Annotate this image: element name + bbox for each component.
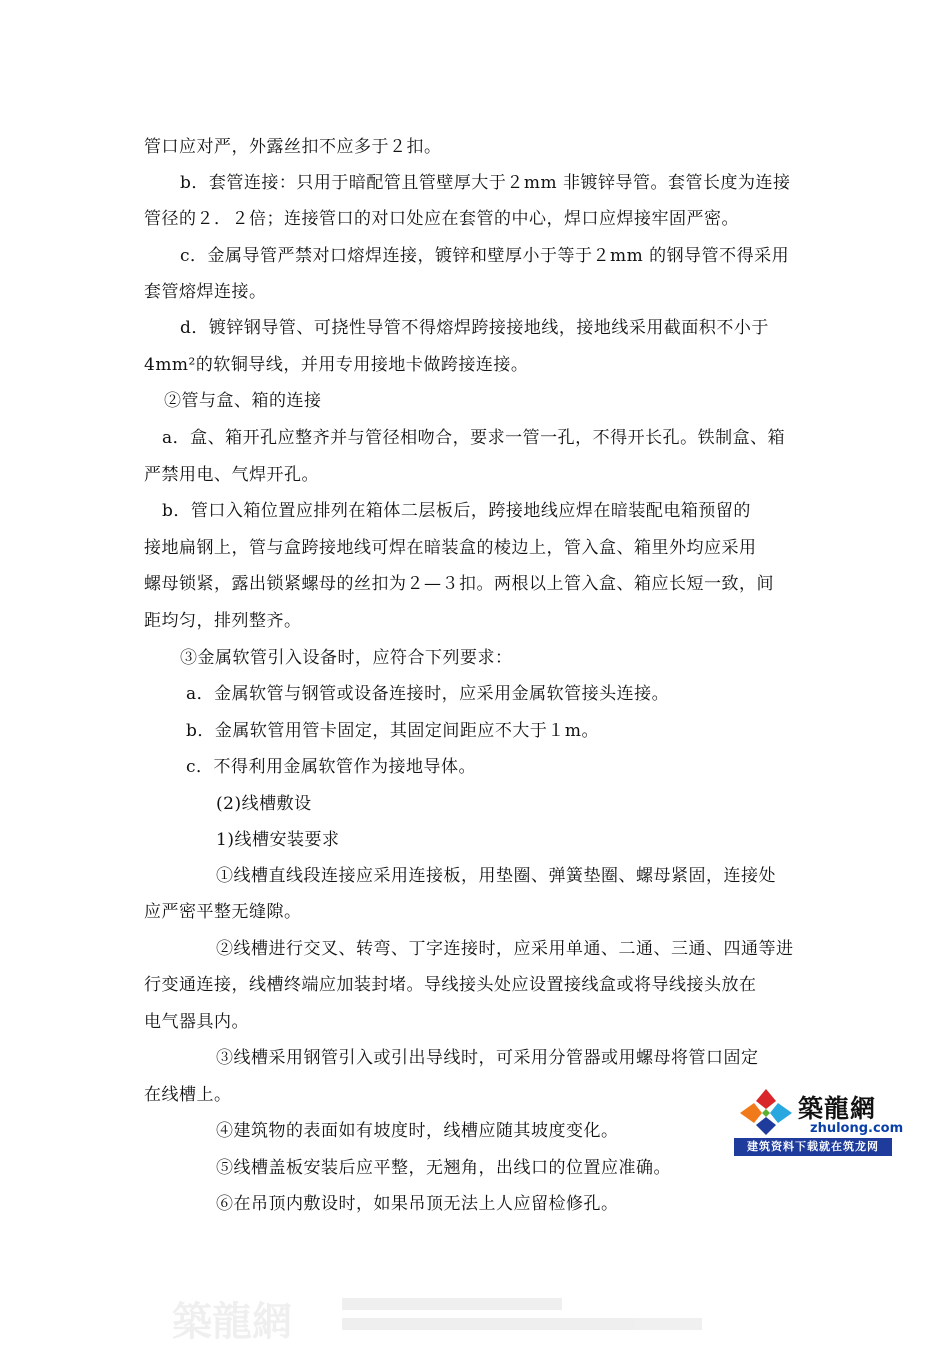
text-line: ④建筑物的表面如有坡度时，线槽应随其坡度变化。 (216, 1121, 619, 1141)
text-line: 管口应对严，外露丝扣不应多于２扣。 (144, 137, 442, 157)
text-line: ③线槽采用钢管引入或引出导线时，可采用分管器或用螺母将管口固定 (216, 1048, 759, 1068)
text-line: 电气器具内。 (144, 1012, 249, 1032)
text-line: a．盒、箱开孔应整齐并与管径相吻合，要求一管一孔，不得开长孔。铁制盒、箱 (162, 428, 786, 448)
text-line: 行变通连接，线槽终端应加装封堵。导线接头处应设置接线盒或将导线接头放在 (144, 975, 757, 995)
text-line: 4mm²的软铜导线，并用专用接地卡做跨接连接。 (144, 355, 529, 375)
text-line: 严禁用电、气焊开孔。 (144, 465, 319, 485)
text-line: d．镀锌钢导管、可挠性导管不得熔焊跨接接地线，接地线采用截面积不小于 (180, 318, 769, 338)
text-line: 螺母锁紧，露出锁紧螺母的丝扣为２—３扣。两根以上管入盒、箱应长短一致，间 (144, 574, 774, 594)
logo-domain: zhulong.com (810, 1121, 904, 1136)
text-line: 管径的２．２倍；连接管口的对口处应在套管的中心，焊口应焊接牢固严密。 (144, 209, 739, 229)
watermark-blur-block (342, 1298, 562, 1310)
section-heading: 1)线槽安装要求 (216, 830, 340, 850)
watermark-blur-block (342, 1318, 702, 1330)
logo-brand-name: 築龍網 (798, 1094, 877, 1123)
text-line: 距均匀，排列整齐。 (144, 611, 302, 631)
section-heading: ③金属软管引入设备时，应符合下列要求： (180, 648, 513, 668)
text-line: b．套管连接：只用于暗配管且管壁厚大于２mm 非镀锌导管。套管长度为连接 (180, 173, 791, 193)
text-line: 在线槽上。 (144, 1085, 232, 1105)
text-line: ⑥在吊顶内敷设时，如果吊顶无法上人应留检修孔。 (216, 1194, 619, 1214)
text-line: ①线槽直线段连接应采用连接板，用垫圈、弹簧垫圈、螺母紧固，连接处 (216, 866, 776, 886)
list-item: c．不得利用金属软管作为接地导体。 (186, 757, 477, 777)
text-line: b．管口入箱位置应排列在箱体二层板后，跨接地线应焊在暗装配电箱预留的 (162, 501, 751, 521)
faint-watermark (172, 1290, 732, 1345)
text-line: 套管熔焊连接。 (144, 282, 267, 302)
text-line: 接地扁钢上，管与盒跨接地线可焊在暗装盒的棱边上，管入盒、箱里外均应采用 (144, 538, 757, 558)
list-item: b．金属软管用管卡固定，其固定间距应不大于１m。 (186, 721, 600, 741)
section-heading: ②管与盒、箱的连接 (164, 391, 322, 411)
diamond-logo-icon (738, 1087, 794, 1137)
logo-slogan: 建筑资料下载就在筑龙网 (734, 1138, 892, 1156)
zhulong-logo (734, 1083, 904, 1157)
text-line: ②线槽进行交叉、转弯、丁字连接时，应采用单通、二通、三通、四通等进 (216, 939, 794, 959)
text-line: ⑤线槽盖板安装后应平整，无翘角，出线口的位置应准确。 (216, 1158, 671, 1178)
text-line: c．金属导管严禁对口熔焊连接，镀锌和壁厚小于等于２mm 的钢导管不得采用 (180, 246, 790, 266)
watermark-title: 築龍網 (172, 1299, 292, 1345)
list-item: a．金属软管与钢管或设备连接时，应采用金属软管接头连接。 (186, 684, 670, 704)
section-heading: (2)线槽敷设 (216, 794, 312, 814)
text-line: 应严密平整无缝隙。 (144, 902, 302, 922)
